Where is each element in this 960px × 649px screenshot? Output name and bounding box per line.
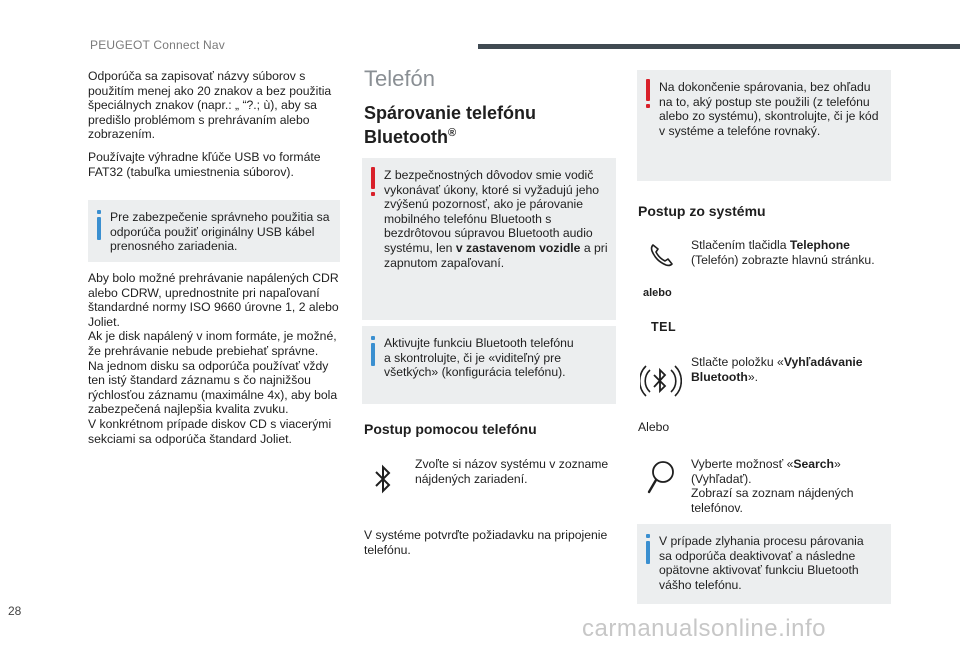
info-icon <box>371 336 375 366</box>
confirm-paragraph: V systéme potvrďte požiadavku na pripojenie telefónu. <box>364 528 608 557</box>
info-box-usb <box>88 200 340 262</box>
warning-box-safety-text: Z bezpečnostných dôvodov smie vodič vykonávať úkony, ktoré si vyžadujú jeho zvýšenú pozornosť, ako je párovanie mobilného telefónu Bluetooth s bezdrôtovou súpravou Bluetooth audio systému, len v zastavenom vozidle a pri zapnutom zapaľovaní. <box>384 168 608 270</box>
warning-icon <box>646 79 650 109</box>
phone-handset-icon <box>647 240 677 270</box>
page-number: 28 <box>8 604 22 618</box>
warning-box-code <box>637 70 891 181</box>
alebo-label: Alebo <box>638 420 670 434</box>
subheading <box>364 103 536 147</box>
filename-paragraph: Odporúča sa zapisovať názvy súborov s použitím menej ako 20 znakov a bez použitia špeciálnych znakov (napr.: „ “?.; ù), aby sa predišlo problémom s prehrávaním alebo zobrazením. <box>88 69 332 142</box>
search-icon <box>643 458 679 498</box>
bluetooth-search-icon <box>640 360 682 402</box>
header-bar <box>478 44 960 49</box>
usb-format-paragraph: Používajte výhradne kľúče USB vo formáte FAT32 (tabuľka umiestnenia súborov). <box>88 150 321 179</box>
info-box-pairing-failure-text: V prípade zlyhania procesu párovania sa odporúča deaktivovať a následne opätovne aktivovať funkciu Bluetooth vášho telefónu. <box>659 534 864 592</box>
step1-text: Stlačením tlačidla Telephone (Telefón) zobrazte hlavnú stránku. <box>691 238 875 267</box>
warning-icon <box>371 167 375 197</box>
step2-text: Stlačte položku «Vyhľadávanie Bluetooth». <box>691 355 863 384</box>
tel-button-label: TEL <box>651 320 677 334</box>
system-procedure-title: Postup zo systému <box>638 203 766 219</box>
info-icon <box>97 210 101 240</box>
info-box-usb-text: Pre zabezpečenie správneho použitia sa odporúča použiť originálny USB kábel prenosného zariadenia. <box>110 210 330 254</box>
phone-step-text: Zvoľte si názov systému v zozname nájdených zariadení. <box>415 457 609 486</box>
manual-title: PEUGEOT Connect Nav <box>90 38 225 52</box>
info-box-pairing-failure <box>637 524 891 604</box>
watermark: carmanualsonline.info <box>582 615 826 642</box>
subheading-line1: Spárovanie telefónu <box>364 103 537 123</box>
step3-text: Vyberte možnosť «Search» (Vyhľadať). Zobrazí sa zoznam nájdených telefónov. <box>691 457 854 515</box>
phone-procedure-title: Postup pomocou telefónu <box>364 421 537 437</box>
bluetooth-icon <box>369 462 397 498</box>
info-icon <box>646 534 650 564</box>
subheading-line2: Bluetooth <box>364 127 448 147</box>
cd-paragraph: Aby bolo možné prehrávanie napálených CDR alebo CDRW, uprednostnite pri napaľovaní štandardné normy ISO 9660 úrovne 1, 2 alebo Joliet. Ak je disk napálený v inom formáte, je možné, že prehrávanie nebude prebiehať správne. Na jednom disku sa odporúča používať vždy ten istý štandard záznamu s čo najnižšou rýchlosťou záznamu (maximálne 4x), aby bola zabezpečená najlepšia kvalita zvuku. V konkrétnom prípade diskov CD s viacerými sekciami sa odporúča štandard Joliet. <box>88 271 339 446</box>
or-label: alebo <box>643 287 672 299</box>
registered-mark: ® <box>447 127 457 139</box>
warning-box-code-text: Na dokončenie spárovania, bez ohľadu na to, aký postup ste použili (z telefónu alebo zo systému), skontrolujte, či je kód v systéme a telefóne rovnaký. <box>659 80 879 138</box>
warning-box-safety <box>362 158 616 320</box>
info-box-bluetooth <box>362 326 616 404</box>
section-heading: Telefón <box>364 66 435 91</box>
info-box-bluetooth-text: Aktivujte funkciu Bluetooth telefónu a skontrolujte, či je «viditeľný pre všetkých» (konfigurácia telefónu). <box>384 336 574 380</box>
